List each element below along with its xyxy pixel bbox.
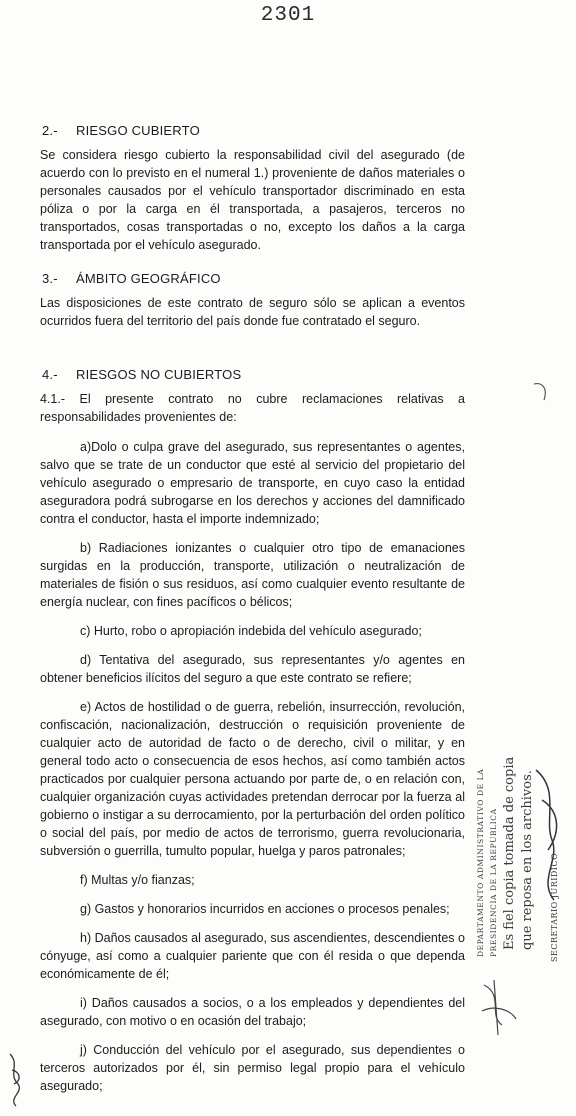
section-paragraph: Se considera riesgo cubierto la responsabilidad civil del asegurado (de acuerdo con lo previsto en el numeral 1.) proveniente de daños materiales o personales causados por el vehículo transportador discriminado en esta póliza o por la carga en él transportada, a pasajeros, terceros no transportados, cosas transportadas o no, excepto los daños a la carga transportada por el vehículo asegurado. xyxy=(40,148,465,252)
exclusion-item-f: f) Multas y/o fianzas; xyxy=(80,873,195,887)
exclusion-item-a: a)Dolo o culpa grave del asegurado, sus representantes o agentes, salvo que se trate de un conductor que esté al servicio del propietario del vehículo asegurado o empresario de transporte, en cuyo caso la entidad aseguradora podrá subrogarse en los derechos y acciones del damnificado contra el conductor, hasta el importe indemnizado; xyxy=(40,440,465,526)
signature-scribble xyxy=(530,760,570,910)
corner-mark xyxy=(532,380,552,404)
section-ambito-geografico xyxy=(40,270,465,330)
subsection-paragraph: 4.1.- El presente contrato no cubre reclamaciones relativas a responsabilidades provenientes de: xyxy=(40,392,465,424)
section-number: 4.- xyxy=(42,367,58,382)
stamp-line: PRESIDENCIA DE LA REPUBLICA xyxy=(489,808,498,957)
exclusion-item-b: b) Radiaciones ionizantes o cualquier otro tipo de emanaciones surgidas en la producción, transporte, utilización o neutralización de materiales de fisión o sus residuos, así como cualquier evento resultante de energía nuclear, con fines pacíficos o bélicos; xyxy=(40,541,465,609)
section-title: RIESGO CUBIERTO xyxy=(76,123,200,138)
exclusion-item-h: h) Daños causados al asegurado, sus ascendientes, descendientes o cónyuge, así como a cualquier pariente que con él resida o que dependa económicamente de él; xyxy=(40,931,465,981)
exclusion-item-g: g) Gastos y honorarios incurridos en acciones o procesos penales; xyxy=(80,902,450,916)
stamp-line: Es fiel copia tomada de copia xyxy=(502,756,517,950)
section-title: RIESGOS NO CUBIERTOS xyxy=(76,367,242,382)
exclusion-item-c: c) Hurto, robo o apropiación indebida del vehículo asegurado; xyxy=(80,624,422,638)
section-heading xyxy=(42,122,465,140)
margin-signature xyxy=(4,1050,26,1110)
document-body xyxy=(40,122,465,1106)
section-riesgo-cubierto xyxy=(40,122,465,254)
stamp-line: que reposa en los archivos. xyxy=(520,770,535,950)
section-riesgos-no-cubiertos xyxy=(40,366,465,1095)
section-heading xyxy=(42,366,465,384)
exclusion-item-d: d) Tentativa del asegurado, sus representantes y/o agentes en obtener beneficios ilícitos del seguro a que este contrato se refiere; xyxy=(40,653,465,685)
page-number: 2301 xyxy=(260,4,316,27)
stamp-line: DEPARTAMENTO ADMINISTRATIVO DE LA xyxy=(476,768,485,957)
initials-mark xyxy=(474,975,524,1045)
exclusion-item-j: j) Conducción del vehículo por el asegurado, sus dependientes o terceros autorizados por él, sin permiso legal propio para el vehículo asegurado; xyxy=(40,1043,465,1093)
section-title: ÁMBITO GEOGRÁFICO xyxy=(76,271,221,286)
section-heading xyxy=(42,270,465,288)
section-number: 2.- xyxy=(42,123,58,138)
stamp-line: SECRETARIO JURIDICO xyxy=(550,852,559,962)
exclusion-item-i: i) Daños causados a socios, o a los empleados y dependientes del asegurado, con motivo o en ocasión del trabajo; xyxy=(40,996,465,1028)
section-paragraph: Las disposiciones de este contrato de seguro sólo se aplican a eventos ocurridos fuera del territorio del país donde fue contratado el seguro. xyxy=(40,296,465,328)
section-number: 3.- xyxy=(42,271,58,286)
exclusion-item-e: e) Actos de hostilidad o de guerra, rebelión, insurrección, revolución, confiscación, nacionalización, destrucción o requisición proveniente de cualquier acto de autoridad de facto o de derecho, civil o militar, y en general todo acto o consecuencia de esos hechos, así como también actos practicados por cualquier persona actuando por parte de, o en relación con, cualquier organización cuyas actividades pretendan derrocar por la fuerza al gobierno o instigar a su derrocamiento, por la perturbación del orden político o social del país, por medio de actos de terrorismo, guerra revolucionaria, subversión o guerrilla, tumulto popular, huelga y paros patronales; xyxy=(40,700,465,858)
